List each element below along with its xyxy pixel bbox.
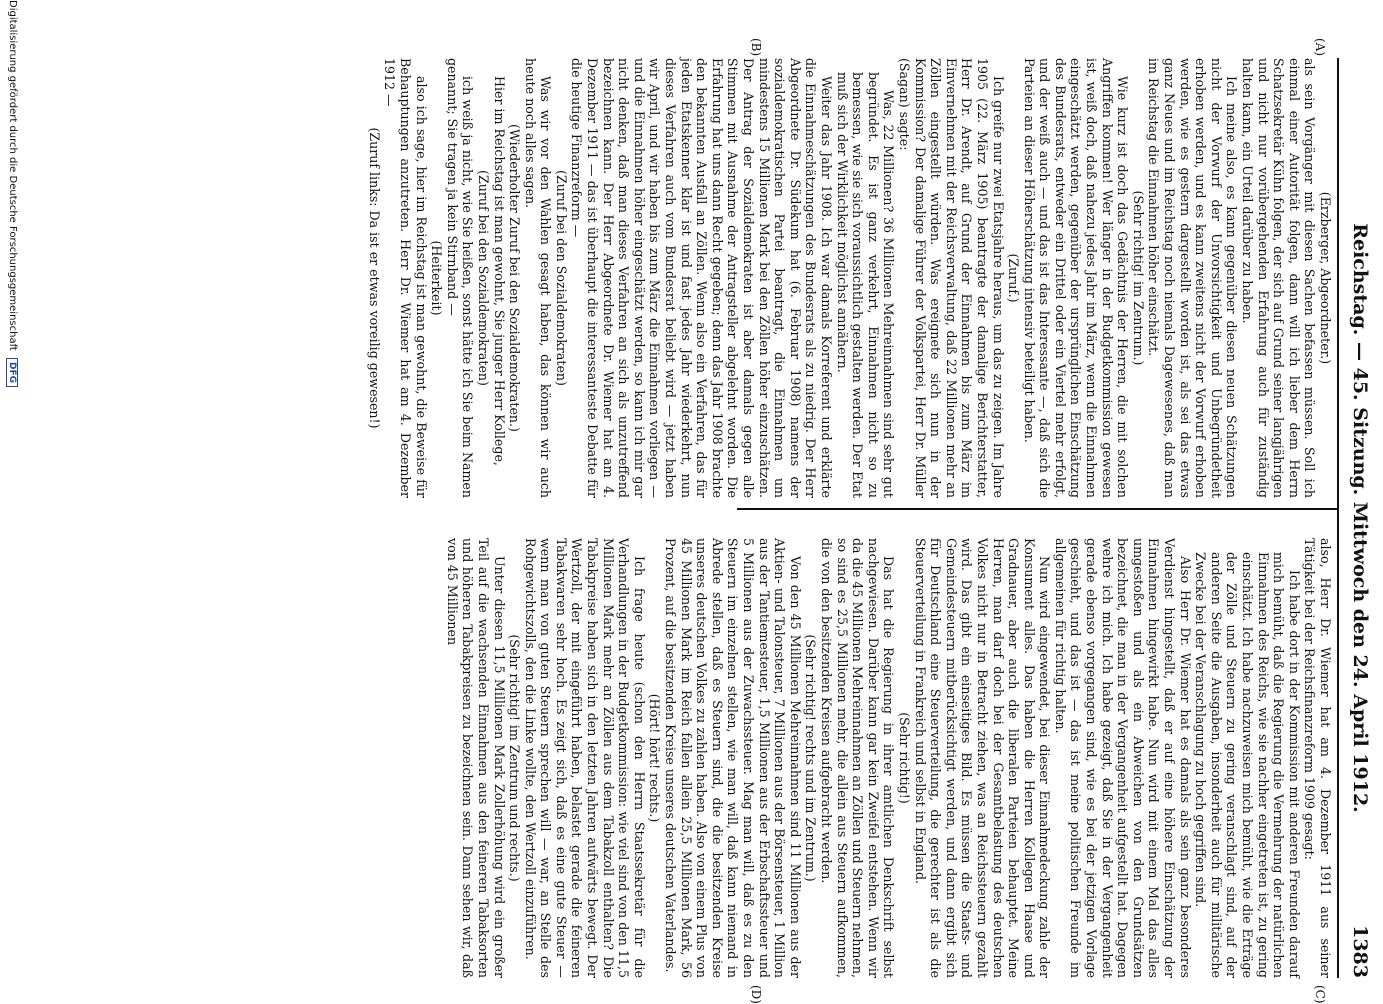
paragraph: ich weiß ja nicht, wie Sie heißen, sonst hätte ich Sie beim Namen genannt; Sie tragen ja kein Stirnband — [444,58,476,498]
interjection: (Sehr richtig! rechts und im Zentrum.) [803,634,819,882]
speaker-line: (Erzberger, Abgeordneter.) [1318,191,1333,365]
header-rule [1337,58,1339,978]
quotation: Was, 22 Millionen? 36 Millionen Mehreinnahmen sind sehr gut begründet. Es ist ganz verkehrt, Einnahmen nicht so zu bemessen, wie sie sich voraussichtlich gestalten werden. Der Etat muß sich der Wirklichkeit möglichst annähern. [834,72,897,498]
paragraph: Also Herr Dr. Wiemer hat es damals als sein ganz besonderes Verdienst hingestellt, daß er auf eine höhere Einschätzung der Einnahmen hingewirkt habe. Nun wird mit einem Mal das alles umgestoßen und als ein Abweichen von den Grundsätzen bezeichnet, die man in der Vergangenheit aufgestellt hat. Dagegen wehre ich mich. Ich habe gezeigt, daß Sie in der Vergangenheit gerade ebenso vorgegangen sind, wie es bei der jetzigen Vorlage geschieht, und das ist — das ist meine politischen Freunde im allgemeinen für richtig halten. [1052,538,1193,978]
interjection: (Sehr richtig! im Zentrum.) [1130,190,1146,366]
right-column [444,538,1333,978]
interjection: (Zuruf bei den Sozialdemokraten) [475,170,491,386]
column-divider [737,508,1337,510]
interjection: (Zuruf bei den Sozialdemokraten) [553,170,569,386]
footer-text: Digitalisierung gefördert durch die Deutsche Forschungsgemeinschaft [7,0,18,351]
margin-marker-a: (A) [1313,38,1327,57]
interjection: (Sehr richtig! im Zentrum und rechts.) [507,634,523,882]
interjection: (Sehr richtig!) [896,712,912,804]
interjection: (Zuruf links: Da ist er etwas voreilig gewesen!) [366,127,382,429]
paragraph: als sein Vorgänger mit diesen Sachen befassen müssen. Soll ich einmal einer Autorität folgen, dann will ich lieber dem Herrn Schatzsekretär Kühn folgen, der sich auf Grund seiner langjährigen und nicht nur vorübergehenden Erfahrung auch für zuständig halten kann, ein Urteil darüber zu haben. [1240,58,1318,498]
paragraph: Wie kurz ist doch das Gedächtnis der Herren, die mit solchen Angriffen kommen! Wer länger in der Budgetkommission gewesen ist, weiß doch, daß nahezu jedes Jahr im März, wenn die Einnahmen eingeschätzt werden, gegenüber der ursprünglichen Einschätzung des Bundesrats, entweder ein Drittel oder ein Viertel mehr erfolgt, und der weiß auch — und das ist das Interessante —, daß sich die Parteien an dieser Höherschätzung intensiv beteiligt haben. [1021,58,1131,498]
interjection: (Hört! hört! rechts.) [647,693,663,823]
paragraph: Unter diesen 11,5 Millionen Mark Zollerhöhung wird ein großer Teil auf die wachsenden Einnahmen aus den feineren Tabaksorten und höheren Tabakpreisen zu bezeichnen sein. Dann sehen wir, daß von 45 Millionen [444,538,507,978]
paragraph: Weiter das Jahr 1908. Ich war damals Korreferent und erklärte die Einnahmeschätzungen des Bundesrats als zu niedrig. Der Herr Abgeordnete Dr. Südekum hat (6. Februar 1908) namens der sozialdemokratischen Partei beantragt, die Einnahmen um mindestens 15 Millionen Mark bei den Zöllen höher einzuschätzen. Der Antrag der Sozialdemokraten ist aber damals gegen alle Stimmen mit Ausnahme der Antragsteller abgelehnt worden. Die Erfahrung hat uns dann Recht gegeben; denn das Jahr 1908 brachte den bekannten Ausfall an Zöllen. Wenn also ein Verfahren, das für jeden Etatskenner klar ist und fast jedes Jahr wiederkehrt, nun dieses Verfahren auch vom Bundesrat beliebt wird — jetzt haben wir April, und wir haben bis zum März die Einnahmen vorliegen — und die Einnahmen höher eingeschätzt werden, so kann ich mir gar nicht denken, daß man dieses Verfahren an sich als unzutreffend bezeichnen kann. Der Herr Abgeordnete Dr. Wiemer hat am 4. Dezember 1911 — das ist überhaupt die interessanteste Debatte für die heutige Finanzreform — [569,58,834,498]
margin-marker-b: (B) [749,38,763,57]
paragraph: Das hat die Regierung in ihrer amtlichen Denkschrift selbst nachgewiesen. Darüber kann gar kein Zweifel entstehen. Wenn wir da die 45 Millionen Mehreinnahmen an Zöllen und Steuern nehmen, so sind es 25,5 Millionen mehr, die allein aus Steuern aufkommen, die von den besitzenden Kreisen aufgebracht werden. [819,538,897,978]
margin-marker-c: (C) [1313,985,1327,1004]
paragraph: Nun wird eingewendet, bei dieser Einnahmedeckung zahle der Konsument alles. Das haben die Herren Kollegen Haase und Gradnauer, aber auch die liberalen Parteien behauptet. Meine Herren, man darf doch bei der Gesamtbelastung des deutschen Volkes nicht nur in Betracht ziehen, was an Reichssteuern gezahlt wird. Das gibt ein einseitiges Bild. Es müssen die Staats- und Gemeindesteuern mitberücksichtigt werden, und dann ergibt sich für Deutschland eine Steuerverteilung, die gerechter ist als die Steuerverteilung in Frankreich und selbst in England. [912,538,1053,978]
paragraph: also ich sage, hier im Reichstag ist man gewohnt, die Beweise für Behauptungen anzutreten. Herr Dr. Wiemer hat am 4. Dezember 1912 — [382,58,429,498]
paragraph: Ich greife nur zwei Etatsjahre heraus, um das zu zeigen. Im Jahre 1905 (22. März 1905) beantragte der damalige Berichterstatter, Herr Dr. Arendt, auf Grund der Einnahmen bis zum März im Einvernehmen mit der Reichsverwaltung, daß 22 Millionen mehr an Zöllen eingestellt würden. Was ereignete sich nun in der Kommission? Der damalige Führer der Volkspartei, Herr Dr. Müller (Sagan) sagte: [896,58,1006,498]
paragraph: Ich meine also, es kann gegenüber diesen neuen Schätzungen nicht der Vorwurf der Unvorsichtigkeit und Unbegründetheit erhoben werden, und es kann zweitens nicht der Vorwurf erhoben werden, wie es gestern dargestellt worden ist, als sei das etwas ganz Neues und im Reichstag noch niemals Dagewesenes, daß man im Reichstag die Einnahmen höher einschätzt. [1146,58,1240,498]
page-title: Reichstag. — 45. Sitzung. Mittwoch den 24. April 1912. [1349,223,1371,813]
interjection: (Heiterkeit) [429,240,445,316]
paragraph: Ich frage heute (schon den Herrn Staatssekretär für die Verhandlungen in der Budgetkommission: wie viel sind von den 11,5 Millionen Mark mehr an Zöllen aus dem Tabakzoll enthalten? Die Tabakpreise haben sich in den letzten Jahren aufwärts bewegt. Der Wertzoll, der mit eingeführt haben, belastet gerade die feineren Tabakwaren sehr hoch. Es zeigt sich, daß es eine gute Steuer — wenn man von guten Steuern sprechen will — war, an Stelle des Rohgewichtszolls, den die Linke wollte, den Wertzoll einzuführen. [522,538,647,978]
interjection: (Wiederholter Zuruf bei den Sozialdemokraten.) [507,124,523,432]
paragraph: also, Herr Dr. Wiemer hat am 4. Dezember 1911 aus seiner Tätigkeit bei der Reichsfinanzreform 1909 gesagt: [1302,538,1333,978]
quotation: Ich habe dort in der Kommission mit anderen Freunden darauf mich bemüht, daß die Regierung die Vermehrung der natürlichen Einnahmen des Reichs, wie sie nachher eingetreten ist, zu gering einschätzt. Ich habe nachzuweisen mich bemüht, wie die Erträge der Zölle und Steuern zu gering veranschlagt sind, auf der anderen Seite die Ausgaben, insonderheit auch für militärische Zwecke bei der Veranschlagung zu hoch gegriffen sind. [1193,552,1302,978]
paragraph: Was wir vor den Wahlen gesagt haben, das können wir auch heute noch alles sagen. [522,58,554,498]
digitization-footer [6,0,18,1000]
page-number: 1383 [1349,925,1371,978]
paragraph: Von den 45 Millionen Mehreinnahmen sind 11 Millionen aus der Aktien- und Talonsteuer, 7 Millionen aus der Börsensteuer, 1 Million aus der Tantiemesteuer, 1,5 Millionen aus der Erbschaftssteuer und 5 Millionen aus der Zuwachssteuer. Mag man will, daß es zu den Steuern im einzelnen stellen, wie man will, daß kann niemand in Abrede stellen, daß es Steuern sind, die die besitzenden Kreise unseres deutschen Volkes zu zahlen haben. Also von einem Plus von 45 Millionen Mark im Reich fallen allein 25,5 Millionen Mark, 56 Prozent, auf die besitzenden Kreise unseres deutschen Vaterlandes. [663,538,803,978]
page-header [1339,58,1375,978]
interjection: (Zuruf.) [1006,253,1022,303]
dfg-logo: DFG [6,358,18,387]
paragraph: Hier im Reichstag ist man gewohnt, Sie junger Herr Kollege, [491,76,507,466]
margin-marker-d: (D) [749,985,763,1004]
left-column [366,58,1333,498]
